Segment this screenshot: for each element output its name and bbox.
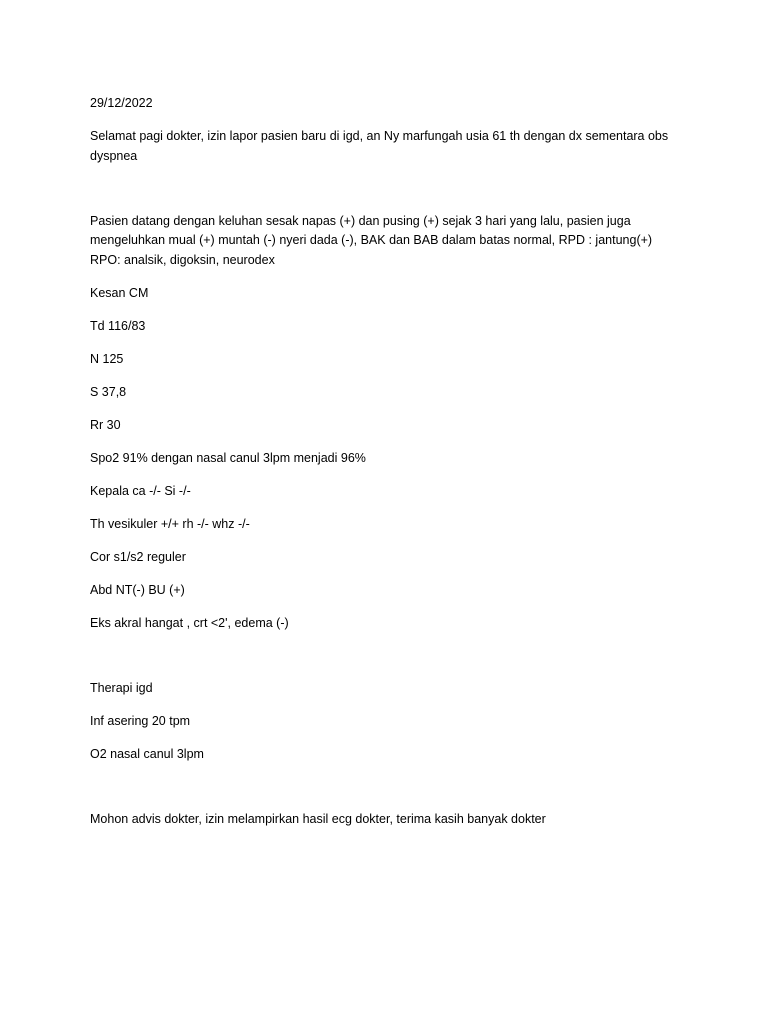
exam-blood-pressure: Td 116/83 [90,318,146,333]
spacer [90,180,680,212]
exam-respiratory-rate: Rr 30 [90,417,121,432]
clinical-report [90,94,680,843]
exam-extremities: Eks akral hangat , crt <2', edema (-) [90,615,289,630]
exam-general: Kesan CM [90,285,149,300]
exam-temperature: S 37,8 [90,384,127,399]
report-date: 29/12/2022 [90,96,153,110]
exam-thorax: Th vesikuler +/+ rh -/- whz -/- [90,516,250,531]
exam-head: Kepala ca -/- Si -/- [90,483,191,498]
history-line: RPO: analsik, digoksin, neurodex [90,252,275,267]
exam-spo2: Spo2 91% dengan nasal canul 3lpm menjadi 96% [90,450,366,465]
closing-paragraph: Mohon advis dokter, izin melampirkan hasil ecg dokter, terima kasih banyak dokter [90,811,546,826]
therapy-item: Inf asering 20 tpm [90,713,191,728]
history-line: mengeluhkan mual (+) muntah (-) nyeri dada (-), BAK dan BAB dalam batas normal, RPD : jantung(+) [90,233,653,247]
exam-cor: Cor s1/s2 reguler [90,549,186,564]
exam-abdomen: Abd NT(-) BU (+) [90,582,185,597]
history-line: Pasien datang dengan keluhan sesak napas (+) dan pusing (+) sejak 3 hari yang lalu, pasien juga [90,213,631,228]
history-paragraph [90,212,680,271]
therapy-item: O2 nasal canul 3lpm [90,746,204,761]
greeting-paragraph: Selamat pagi dokter, izin lapor pasien baru di igd, an Ny marfungah usia 61 th dengan dx sementara obs dyspnea [90,129,669,163]
therapy-heading: Therapi igd [90,680,153,695]
spacer [90,778,680,810]
exam-pulse: N 125 [90,351,124,366]
spacer [90,647,680,679]
